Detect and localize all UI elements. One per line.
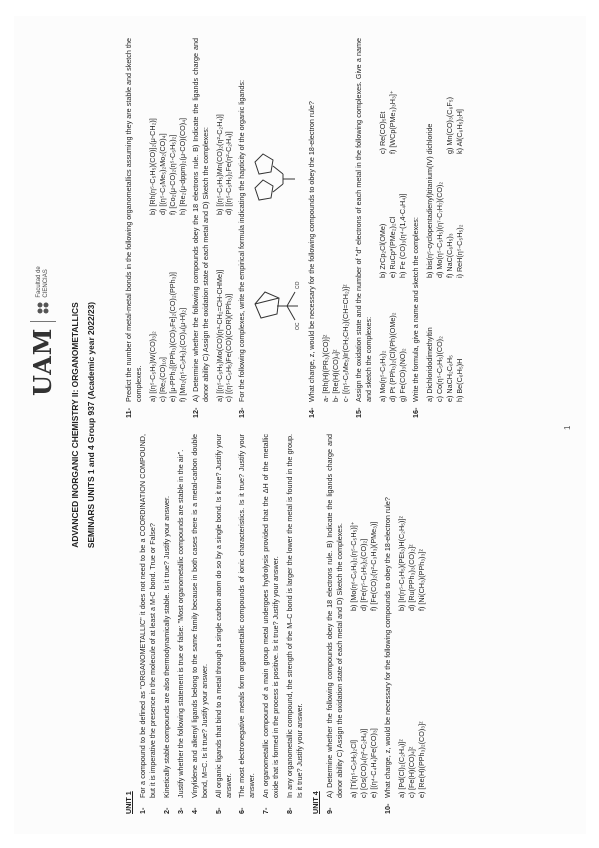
list-item: b) [Mo(η⁶-C₆H₆)₂(η⁵-C₅H₅)]⁺ <box>348 521 358 611</box>
list-item: d) [(η⁵-C₅Me₅)₂Mo₂(CO)₄] <box>157 133 167 215</box>
list-item: b) [(η⁵-C₅H₅)Mn(CO)₂(η²-C₂H₄)] <box>214 114 224 215</box>
question-number: 2- <box>161 807 171 814</box>
question <box>176 434 186 814</box>
logo-divider <box>30 321 56 322</box>
list-item: c- [(η⁵-C₅Me₅)Ir(CH₂CH₂)(CH=CH₂)]ᶻ <box>341 284 351 402</box>
question <box>124 38 144 418</box>
list-item: a) Dichloridodimethyltin <box>424 327 434 402</box>
svg-text:OC: OC <box>295 322 302 330</box>
question-number: 13- <box>237 407 247 418</box>
list-item: b) ZrCp₂Cl(OMe) <box>377 223 387 278</box>
answer-items <box>378 38 408 402</box>
list-item: c) [Re₂(CO)₁₀] <box>157 357 167 402</box>
question-number: 12- <box>190 407 200 418</box>
list-item: a- [Rh(H)(PR₃)(CO)]ᶻ <box>321 334 331 402</box>
question <box>354 38 374 418</box>
question-number: 10- <box>382 803 392 814</box>
left-column <box>124 434 428 814</box>
unit-heading: UNIT 4 <box>311 791 321 814</box>
question-number: 7- <box>261 807 271 814</box>
question-text: Assign the oxidation state and the number of "d" electrons of each metal in the following complexes. Give a name and sketch the complexes: <box>354 38 373 402</box>
answer-items <box>397 434 427 798</box>
question-number: 11- <box>124 408 133 418</box>
answer-items <box>215 38 235 402</box>
faculty-emblem-icon <box>36 301 50 315</box>
question-number: 14- <box>307 407 317 418</box>
complex-structure-b <box>251 144 301 214</box>
faculty-mark <box>36 266 50 314</box>
question <box>190 434 210 814</box>
question-number: 5- <box>213 807 223 814</box>
list-item: f) [Fe(CO)₂(η²-C₃H₃)(PMe₃)] <box>368 521 378 611</box>
list-item: a) [Pd(Cl)₂(C₂H₄)]ᶻ <box>396 738 406 798</box>
list-item: c) [Fe(H)(CO)₄]ᶻ <box>406 746 416 798</box>
list-item: c) Co(η⁵-C₅H₅)(CO)₂ <box>434 336 444 402</box>
list-item: g) Fe(CO)₃(NO)₂ <box>397 348 407 402</box>
question-text: For the following complexes, write the empirical formula indicating the hapticity of the organic ligands: <box>237 80 247 402</box>
question <box>411 38 421 418</box>
list-item: a) Mo(η⁵-C₅H₅)₂ <box>377 350 387 402</box>
answer-items <box>148 38 188 402</box>
question-text: A) Determine whether the following compounds obey the 18 electrons rule. B) Indicate the ligands charge and donor ability C) Assign the oxidation state of each metal and D) Sketch the complexes. <box>325 434 344 798</box>
header <box>26 16 122 834</box>
answer-items <box>425 38 465 402</box>
list-item: f) [Co₂(μ-CO)₂(η⁵-C₅H₅)₂] <box>167 134 177 215</box>
list-item: e) [Re(H)(PPh₃)₂(CO)₃]ᶻ <box>416 721 426 798</box>
faculty-text <box>36 266 49 297</box>
list-item: b) [Ir(η⁵-C₅H₅)(PEt₃)H(C₂H₅)]ᶻ <box>396 515 406 611</box>
question-number: 1- <box>137 807 147 814</box>
list-item: h) Fe (CO)₃(η⁴-(1,4-C₄H₄)] <box>397 193 407 278</box>
list-item: e) NaCH₂C₆H₅ <box>444 355 454 402</box>
list-item: d) [(η⁵-C₅H₅)₂Fe(η²-C₂H₄)] <box>224 131 234 215</box>
question <box>285 434 305 814</box>
list-item: e) [μ-PPh₂[(PPh₃)(CO)₃Fe]₂(CO)₂(PPh₃)] <box>167 272 177 402</box>
faculty-line1: Facultad de <box>35 266 42 298</box>
list-item: d) [Fe(η⁵-C₅H₅)₂(CO)₂] <box>358 538 368 611</box>
answer-items <box>349 434 379 798</box>
list-item: f) [WCp(PMe₃)₃H₃]⁺ <box>387 90 397 154</box>
list-item: a) [(η⁵-C₅H₅)W(CO)₃]₂ <box>147 331 157 402</box>
svg-text:CO: CO <box>295 281 302 289</box>
list-item: f) NaC(C₆H₅)₃ <box>444 233 454 278</box>
page-number: 1 <box>563 425 572 430</box>
question-number: 3- <box>175 807 185 814</box>
list-item: d) [Ru(PPh₃)₃(CO)₂]ᶻ <box>406 544 416 611</box>
question <box>237 38 247 418</box>
list-item: g) Mn(CO)₃(C₆F₅) <box>444 96 454 154</box>
list-item: c) Re(CO)₅Et <box>377 111 387 154</box>
list-item: f) [Ni(CH₃)(PPh₃)₃]ᶻ <box>416 548 426 611</box>
rotated-sheet <box>14 16 586 834</box>
question-text: Justify whether the following statement is true or false: "Most organometallic compounds are stable in the air". <box>175 449 185 798</box>
list-item: a) [Ti(η⁵-C₅H₅)₂Cl] <box>348 739 358 798</box>
logo-text: UAM <box>28 327 57 396</box>
list-item: e) RuCp*(PMe₂)₂Cl <box>387 216 397 278</box>
question-text: An organometallic compound of a main group metal undergoes hydrolysis provided that the ΔH of the metallic oxide that is formed in the process is positive. Is it true? Justify your answer. <box>261 434 281 798</box>
question <box>237 434 257 814</box>
list-item: h) [Re₂(μ-dppm)₂(μ-CO)(CO)₄] <box>177 117 187 215</box>
document-subtitle: SEMINARS UNITS 1 and 4 Group 937 (Academic year 2022/23) <box>86 301 96 549</box>
question-number: 4- <box>189 807 199 814</box>
question-number: 16- <box>410 407 420 418</box>
list-item: d) Mo(η⁵-C₅H₅)(η⁷-C₇H₇)(CO)₂ <box>434 181 444 278</box>
list-item: a) [(η⁵-C₅H₅)Mo(CO)(η³-CH₂=CH-CHMe)] <box>214 269 224 402</box>
structures <box>251 38 301 338</box>
question-number: 8- <box>285 807 295 814</box>
question <box>383 434 393 814</box>
faculty-line2: CIENCIAS <box>42 269 49 298</box>
question-number: 15- <box>354 407 364 418</box>
question-text: All organic ligands that bind to a metal through a single carbon atom do so by a single bond. Is it true? Justify your answer. <box>213 434 233 798</box>
question-text: A) Determine whether the following compounds obey the 18 electrons rule. B) Indicate the ligands charge and donor ability C) Assign the oxidation state of each metal and D) Sketch the complexes: <box>190 38 210 402</box>
list-item: h) Be(C₆H₅)H <box>454 358 464 402</box>
list-item: b) [Rh(η⁵-C₅H₅)(CO)]₂(μ-CH₂)] <box>147 118 157 215</box>
question-text: Write the formula, give a name and sketch the complexes: <box>410 217 420 402</box>
question-text: What charge, z, would be necessary for the following compounds to obey the 18-electron rule? <box>307 101 317 402</box>
list-item: d) Pt (PPh₃)₂(Cl)(Ph)(OMe)₂ <box>387 312 397 402</box>
uam-logo <box>26 266 59 396</box>
list-item: k) Al(C₆H₅)₂H] <box>454 109 464 154</box>
question-text: The most electronegative metals form organometallic compounds of ionic characteristics. Is it true? Justify your answer. <box>237 434 257 798</box>
question <box>162 434 172 814</box>
question <box>325 434 345 814</box>
question <box>214 434 234 814</box>
list-item: b- [Re(H)(CO)₄]ᶻ <box>331 349 341 402</box>
question-text: In any organometallic compound, the strength of the M–C bond is larger the lower the metal is found in the group. Is it true? Justify your answer. <box>285 434 305 798</box>
list-item: c) [(η⁵-C₅H₅)Fe(CO)(COR)(PPh₃)] <box>224 293 234 402</box>
complex-structure-a <box>251 268 301 338</box>
list-item: f) [Mn₂(η⁵-C₅H₅)₂(CO)₄(μ-H)₂] <box>177 307 187 402</box>
list-item: b) bis(η⁵-cyclopentadienyl)titanium(IV) dichloride <box>424 123 434 278</box>
question <box>261 434 281 814</box>
question <box>191 38 211 418</box>
list-item: c) [Os(CO)₄(η²-C₂H₄)] <box>358 728 368 798</box>
question <box>138 434 158 814</box>
question-text: What charge, z, would be necessary for the following compounds to obey the 18-electron rule? <box>382 497 392 798</box>
answer-items <box>321 38 351 402</box>
question-text: Vinylidene and alkenyl ligands belong to the same family because in both cases there is a metal-carbon double bond, M=C. Is it true? Justify your answer. <box>189 434 209 798</box>
list-item: e) [(η⁴-C₄H₄)Fe(CO)₃] <box>368 728 378 798</box>
list-item: i) ReH(η⁵-C₅H₅)₂ <box>454 224 464 278</box>
question-text: Kinetically stable compounds are also thermodynamically stable. Is it true? Justify your answer. <box>161 495 171 798</box>
question <box>307 38 317 418</box>
question-text: Predict the number of metal-metal bonds in the following organometallics assuming they are stable and sketch the complexes. <box>124 38 143 402</box>
document-title: ADVANCED INORGANIC CHEMISTRY II: ORGANOMETALLICS <box>70 302 80 548</box>
question-number: 6- <box>237 807 247 814</box>
question-text: For a compound to be defined as "ORGANOMETALLIC" it does not need to be a COORDINATION COMPOUND, but it is imperative the presence in the molecule of at least a M-C bond. True or False? <box>137 434 157 798</box>
right-column <box>124 38 466 418</box>
question-number: 9- <box>325 807 334 814</box>
unit-heading: UNIT 1 <box>124 791 133 814</box>
